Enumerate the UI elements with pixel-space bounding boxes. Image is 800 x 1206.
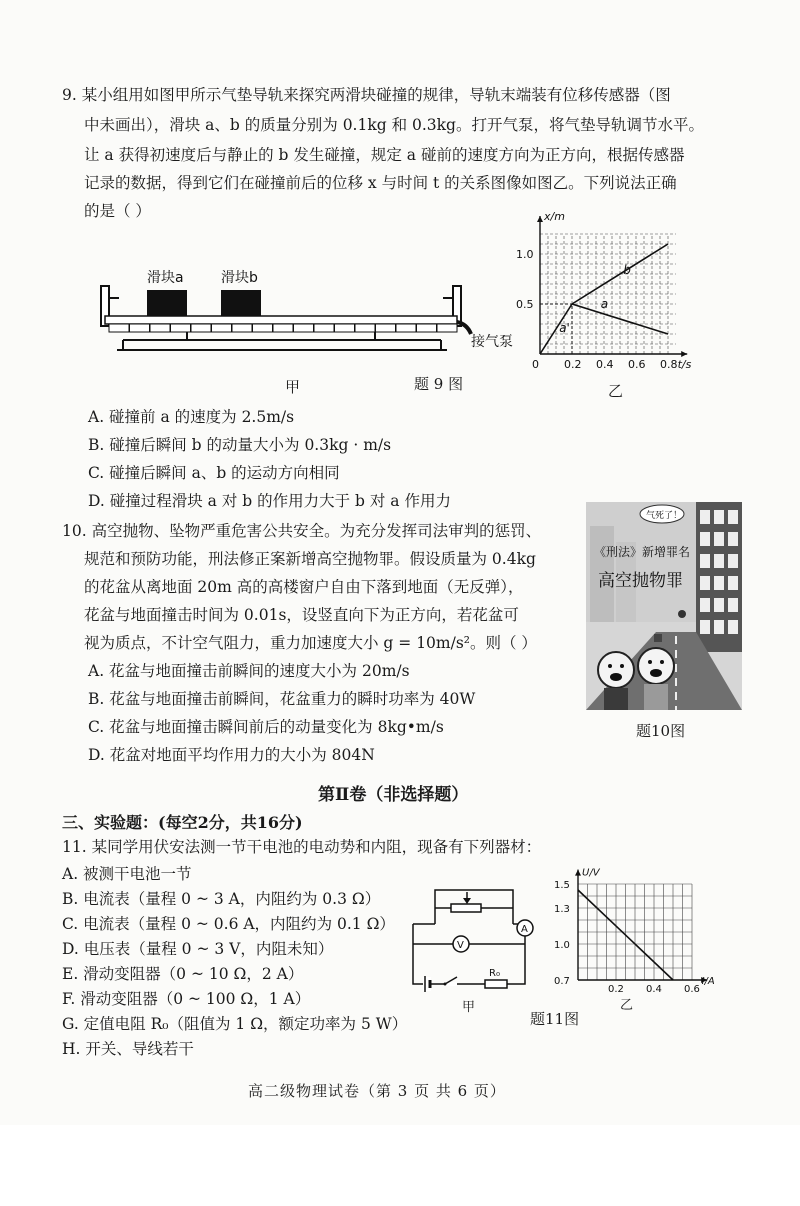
pump-label: 接气泵 bbox=[471, 334, 513, 350]
scan-margin bbox=[0, 1125, 800, 1206]
fig11-yi-label: 乙 bbox=[620, 998, 634, 1013]
q9-option-c: C. 碰撞后瞬间 a、b 的运动方向相同 bbox=[88, 464, 340, 482]
q11-line-1: 11. 某同学用伏安法测一节干电池的电动势和内阻，现备有下列器材： bbox=[62, 838, 542, 856]
x-axis-label: t/s bbox=[677, 358, 692, 371]
ammeter-label: A bbox=[521, 924, 528, 935]
q10-line-3: 的花盆从离地面 20m 高的高楼窗户自由下落到地面（无反弹）， bbox=[84, 578, 524, 596]
resistor-r0 bbox=[485, 980, 507, 988]
q10-option-a: A. 花盆与地面撞击前瞬间的速度大小为 20m/s bbox=[88, 662, 410, 680]
voltmeter-label: V bbox=[457, 940, 464, 951]
x-tick-label: 0.2 bbox=[608, 984, 624, 995]
track-block bbox=[335, 324, 355, 332]
series-label-a-prime: a' bbox=[559, 321, 570, 335]
fig9-title: 题 9 图 bbox=[414, 375, 464, 393]
y-tick-label: 0.7 bbox=[554, 976, 570, 987]
q11-item-h: H. 开关、导线若干 bbox=[62, 1040, 194, 1058]
fig9-yi-label: 乙 bbox=[608, 382, 624, 400]
section-3-title: 三、实验题：(每空2分，共16分) bbox=[62, 813, 303, 832]
track-block bbox=[253, 324, 273, 332]
slider-b bbox=[221, 290, 261, 316]
track-block bbox=[376, 324, 396, 332]
track-block bbox=[396, 324, 416, 332]
fig10-title: 题10图 bbox=[636, 722, 686, 740]
q10-line-5: 视为质点，不计空气阻力，重力加速度大小 g = 10m/s²。则（ ） bbox=[84, 634, 537, 652]
x-tick-label: 0.4 bbox=[646, 984, 662, 995]
q9-option-a: A. 碰撞前 a 的速度为 2.5m/s bbox=[88, 408, 295, 426]
q9-line-1: 9. 某小组用如图甲所示气垫导轨来探究两滑块碰撞的规律，导轨末端装有位移传感器（图 bbox=[62, 86, 671, 104]
fig9-jia-label: 甲 bbox=[285, 378, 301, 396]
track-block bbox=[232, 324, 252, 332]
illustration-caption-2: 高空抛物罪 bbox=[598, 571, 683, 591]
track-block bbox=[437, 324, 457, 332]
fig11-jia-label: 甲 bbox=[462, 1000, 476, 1015]
track-block bbox=[150, 324, 170, 332]
ui-chart bbox=[550, 867, 750, 996]
track-block bbox=[191, 324, 211, 332]
q9-line-5: 的是（ ） bbox=[84, 202, 151, 220]
track-blocks bbox=[109, 324, 457, 332]
track-top bbox=[105, 316, 457, 324]
x-tick-label: 0.4 bbox=[596, 358, 614, 371]
q11-item-b: B. 电流表（量程 0 ~ 3 A，内阻约为 0.3 Ω） bbox=[62, 890, 381, 908]
q11-item-e: E. 滑动变阻器（0 ~ 10 Ω，2 A） bbox=[62, 965, 304, 983]
y-axis-arrow bbox=[575, 870, 581, 876]
track-block bbox=[109, 324, 129, 332]
x-axis-label: I/A bbox=[701, 976, 715, 987]
q11-item-g: G. 定值电阻 R₀（阻值为 1 Ω，额定功率为 5 W） bbox=[62, 1015, 408, 1033]
track-block bbox=[171, 324, 191, 332]
q9-line-2: 中未画出），滑块 a、b 的质量分别为 0.1kg 和 0.3kg。打开气泵，将气垫导轨调节水平。 bbox=[84, 116, 704, 134]
q10-option-c: C. 花盆与地面撞击瞬间前后的动量变化为 8kg•m/s bbox=[88, 718, 444, 736]
rheostat bbox=[451, 904, 481, 912]
x-axis-arrow bbox=[681, 351, 687, 357]
q11-item-c: C. 电流表（量程 0 ~ 0.6 A，内阻约为 0.1 Ω） bbox=[62, 915, 395, 933]
slider-a-label: 滑块a bbox=[147, 270, 184, 286]
x-tick-label: 0.6 bbox=[628, 358, 646, 371]
y-axis-label: U/V bbox=[582, 867, 600, 879]
q10-line-1: 10. 高空抛物、坠物严重危害公共安全。为充分发挥司法审判的惩罚、 bbox=[62, 522, 542, 540]
q11-item-f: F. 滑动变阻器（0 ~ 100 Ω，1 A） bbox=[62, 990, 311, 1008]
air-track-figure bbox=[95, 262, 513, 358]
q10-line-2: 规范和预防功能，刑法修正案新增高空抛物罪。假设质量为 0.4kg bbox=[84, 550, 536, 568]
q11-item-a: A. 被测干电池一节 bbox=[62, 865, 192, 883]
y-axis-label: x/m bbox=[544, 210, 565, 223]
character-right bbox=[638, 648, 674, 684]
q11-item-d: D. 电压表（量程 0 ~ 3 V，内阻未知） bbox=[62, 940, 334, 958]
x-tick-label: 0.2 bbox=[564, 358, 582, 371]
y-tick-label: 1.3 bbox=[554, 904, 570, 915]
track-block bbox=[130, 324, 150, 332]
slider-b-label: 滑块b bbox=[221, 270, 258, 286]
q9-option-b: B. 碰撞后瞬间 b 的动量大小为 0.3kg · m/s bbox=[88, 436, 392, 454]
track-block bbox=[355, 324, 375, 332]
r0-label: R₀ bbox=[489, 968, 500, 979]
track-block bbox=[294, 324, 314, 332]
series-label-b: b bbox=[623, 263, 631, 277]
q10-option-d: D. 花盆对地面平均作用力的大小为 804N bbox=[88, 746, 375, 764]
y-tick-label: 1.0 bbox=[554, 940, 570, 951]
track-block bbox=[417, 324, 437, 332]
fig11-title: 题11图 bbox=[530, 1010, 580, 1028]
speech-bubble-text: 气死了！ bbox=[646, 511, 683, 521]
x-tick-label: 0.8 bbox=[660, 358, 678, 371]
track-block bbox=[273, 324, 293, 332]
illustration-caption-1: 《刑法》新增罪名 bbox=[594, 545, 691, 559]
page-footer: 高二级物理试卷（第 3 页 共 6 页） bbox=[248, 1082, 506, 1100]
y-tick-label: 1.0 bbox=[516, 248, 534, 261]
part-2-title: 第Ⅱ卷（非选择题） bbox=[318, 785, 469, 805]
x-tick-label: 0.6 bbox=[684, 984, 700, 995]
series-label-a: a bbox=[600, 297, 609, 311]
circuit-diagram bbox=[405, 884, 540, 994]
q9-option-d: D. 碰撞过程滑块 a 对 b 的作用力大于 b 对 a 作用力 bbox=[88, 492, 451, 510]
track-block bbox=[314, 324, 334, 332]
y-tick-label: 0.5 bbox=[516, 298, 534, 311]
q10-line-4: 花盆与地面撞击时间为 0.01s，设竖直向下为正方向，若花盆可 bbox=[84, 606, 519, 624]
high-altitude-throwing-illustration bbox=[586, 502, 742, 710]
q9-line-3: 让 a 获得初速度后与静止的 b 发生碰撞，规定 a 碰前的速度方向为正方向，根据传感器 bbox=[84, 146, 685, 164]
y-axis-arrow bbox=[537, 216, 543, 222]
q10-option-b: B. 花盆与地面撞击前瞬间，花盆重力的瞬时功率为 40W bbox=[88, 690, 476, 708]
slider-a bbox=[147, 290, 187, 316]
xt-chart bbox=[510, 192, 710, 372]
y-tick-label: 1.5 bbox=[554, 880, 570, 891]
character-left bbox=[598, 652, 634, 688]
track-block bbox=[212, 324, 232, 332]
origin-label: 0 bbox=[532, 358, 539, 371]
q9-line-4: 记录的数据，得到它们在碰撞前后的位移 x 与时间 t 的关系图像如图乙。下列说法正确 bbox=[84, 174, 677, 192]
